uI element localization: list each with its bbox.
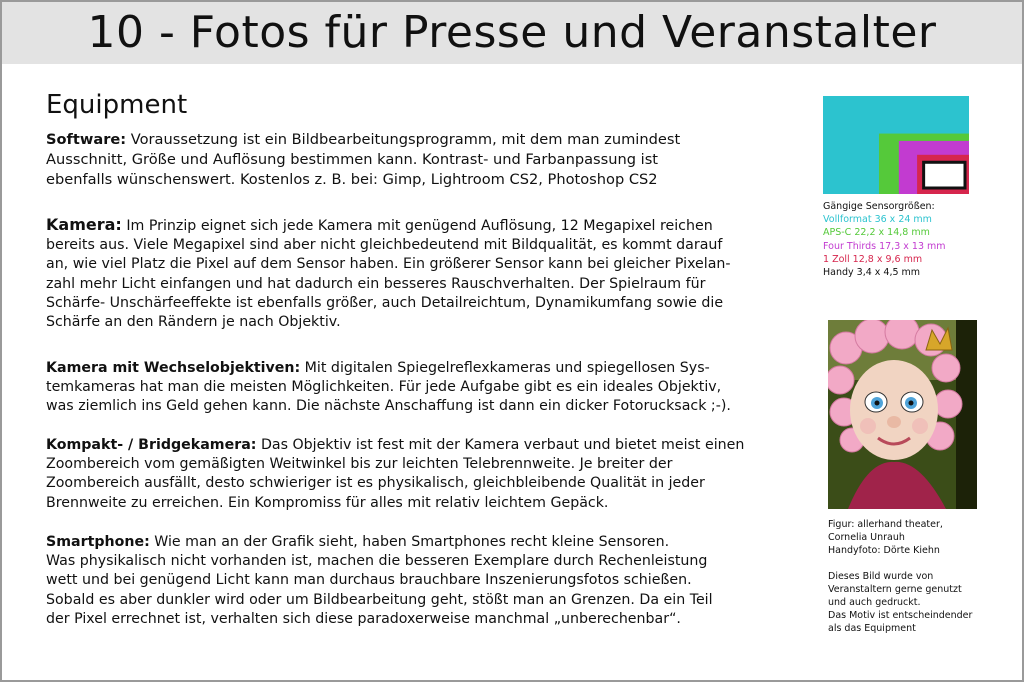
sensor-legend-item: Four Thirds 17,3 x 13 mm [823,240,946,252]
paragraph-wechselobjektive [46,359,786,417]
smartphone-lead: Smartphone: [46,534,150,550]
software-line: ebenfalls wünschenswert. Kostenlos z. B. bei: Gimp, Lightroom CS2, Photoshop CS2 [46,171,658,188]
note-line: Veranstaltern gerne genutzt [828,584,962,595]
sensor-legend-item: Handy 3,4 x 4,5 mm [823,267,921,279]
sensor-legend [823,200,946,279]
kompakt-line: Das Objektiv ist fest mit der Kamera verbaut und bietet meist einen [256,437,745,453]
kamera-line: Schärfe- Unschärfeeffekte ist ebenfalls größer, auch Detailreichtum, Dynamikumfang sowie die [46,294,724,311]
caption-line: Figur: allerhand theater, [828,519,943,530]
kamera-line: an, wie viel Platz die Pixel auf dem Sensor haben. Ein größerer Sensor kann bei gleicher Pixelan- [46,256,731,273]
sensor-rect-handy [924,162,965,188]
kompakt-lead: Kompakt- / Bridgekamera: [46,437,257,453]
paragraph-kamera [46,215,786,332]
wechsel-line: Mit digitalen Spiegelreflexkameras und spiegellosen Sys- [300,360,710,376]
kompakt-line: Zoombereich ausfällt, desto schwieriger ist es physikalisch, gleichbleibende Qualität in jeder [46,475,705,492]
smartphone-line: wett und bei genügend Licht kann man durchaus brauchbare Inszenierungsfotos schießen. [46,572,692,589]
note-line: als das Equipment [828,623,916,634]
software-line: Ausschnitt, Größe und Auflösung bestimmen kann. Kontrast- und Farbanpassung ist [46,151,659,168]
puppet-photo [828,320,977,509]
smartphone-line: Wie man an der Grafik sieht, haben Smartphones recht kleine Sensoren. [149,534,670,550]
note-line: Das Motiv ist entscheindender [828,610,973,621]
puppet-image [828,320,977,509]
paragraph-software [46,130,786,190]
photo-caption [828,518,943,557]
software-lead: Software: [46,131,127,148]
wechsel-line: temkameras hat man die meisten Möglichkeiten. Für jede Aufgabe gibt es ein ideales Objektiv, [46,379,722,396]
note-line: und auch gedruckt. [828,597,921,608]
page-title: 10 - Fotos für Presse und Veranstalter [87,7,937,58]
caption-line: Handyfoto: Dörte Kiehn [828,545,940,556]
paragraph-smartphone [46,533,786,629]
sensor-legend-heading: Gängige Sensorgrößen: [823,201,935,212]
kamera-lead: Kamera: [46,215,122,234]
paragraph-kompakt [46,436,786,513]
smartphone-line: Sobald es aber dunkler wird oder um Bildbearbeitung geht, stößt man an Grenzen. Da ein Teil [46,591,713,608]
sensor-legend-item: 1 Zoll 12,8 x 9,6 mm [823,253,923,265]
kamera-line: Im Prinzip eignet sich jede Kamera mit genügend Auflösung, 12 Megapixel reichen [121,218,713,234]
photo-note [828,570,972,635]
sensor-legend-item: APS-C 22,2 x 14,8 mm [823,227,930,239]
wechsel-lead: Kamera mit Wechselobjektiven: [46,360,301,376]
sensor-legend-item: Vollformat 36 x 24 mm [823,214,932,226]
kamera-line: bereits aus. Viele Megapixel sind aber nicht gleichbedeutend mit Bildqualität, es kommt darauf [46,237,723,254]
smartphone-line: Was physikalisch nicht vorhanden ist, machen die besseren Exemplare durch Rechenleistung [46,553,708,570]
kompakt-line: Zoombereich vom gemäßigten Weitwinkel bis zur leichten Telebrennweite. Je breiter der [46,456,673,473]
kamera-line: Schärfe an den Rändern je nach Objektiv. [46,314,341,331]
smartphone-line: der Pixel errechnet ist, verhalten sich diese paradoxerweise manchmal „unberechenbar“. [46,610,681,627]
software-line: Voraussetzung ist ein Bildbearbeitungsprogramm, mit dem man zumindest [126,131,681,148]
header-bar [2,2,1022,64]
sensor-size-graphic [823,96,969,194]
wechsel-line: was ziemlich ins Geld gehen kann. Die nächste Anschaffung ist dann ein dicker Fotorucksack ;-). [46,398,731,415]
caption-line: Cornelia Unrauh [828,532,905,543]
kompakt-line: Brennweite zu erreichen. Ein Kompromiss für alles mit relativ leichtem Gepäck. [46,494,609,511]
section-title: Equipment [46,90,188,120]
note-line: Dieses Bild wurde von [828,571,934,582]
kamera-line: zahl mehr Licht einfangen und hat dadurch ein besseres Rauschverhalten. Der Spielraum für [46,275,706,292]
